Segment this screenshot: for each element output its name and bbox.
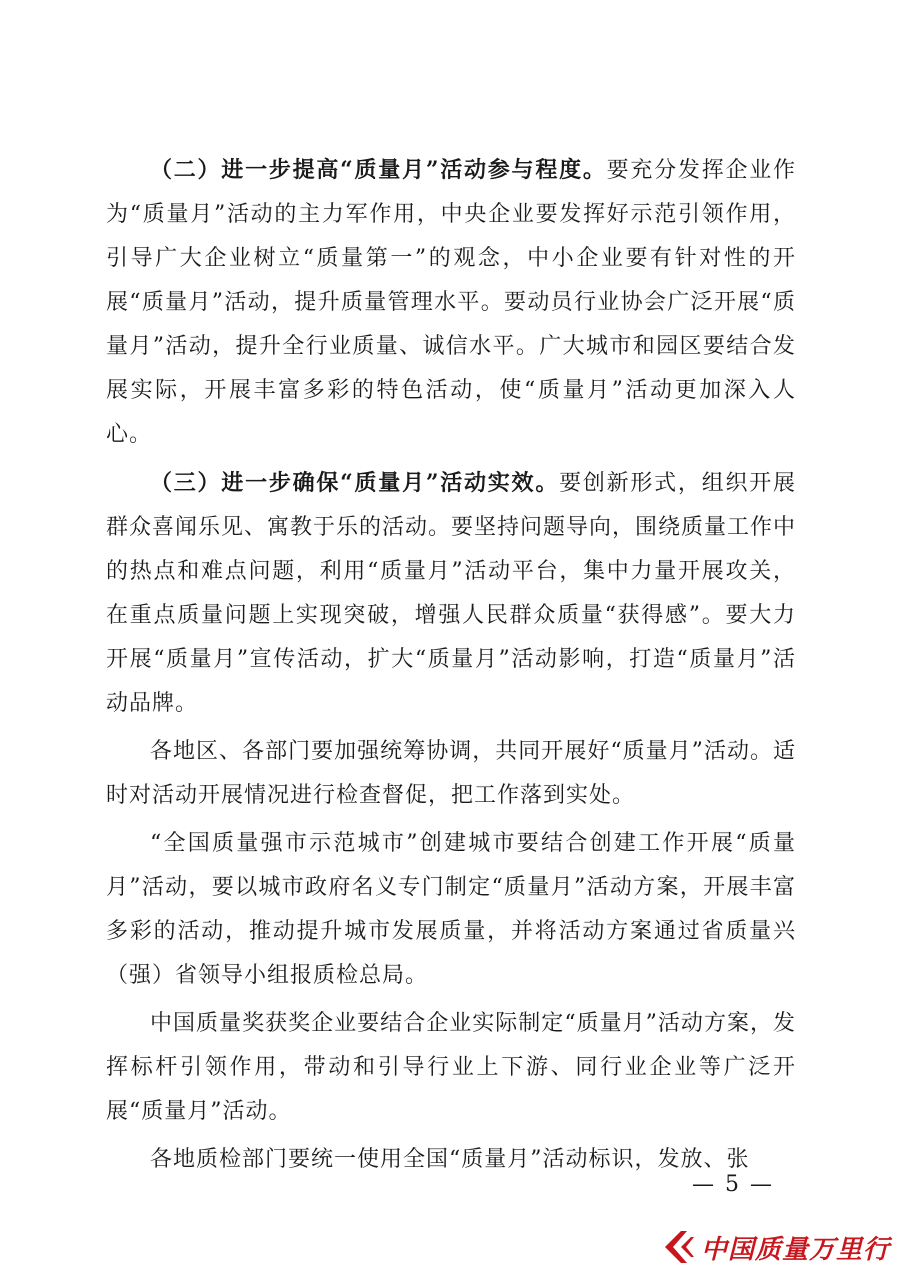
document-body [106,148,796,1182]
brand-logo-icon [659,1227,695,1267]
section-heading-2: （二）进一步提高“质量月”活动参与程度。 [150,157,607,183]
paragraph-text: “全国质量强市示范城市”创建城市要结合创建工作开展“质量月”活动，要以城市政府名义专门制定“质量月”活动方案，开展丰富多彩的活动，推动提升城市发展质量，并将活动方案通过省质量兴（强）省领导小组报质检总局。 [106,831,796,988]
paragraph-demo-cities [106,822,796,998]
paragraph-coordination [106,730,796,818]
paragraph-text: 要充分发挥企业作为“质量月”活动的主力军作用，中央企业要发挥好示范引领作用，引导广大企业树立“质量第一”的观念，中小企业要有针对性的开展“质量月”活动，提升质量管理水平。要动员行业协会广泛开展“质量月”活动，提升全行业质量、诚信水平。广大城市和园区要结合发展实际，开展丰富多彩的特色活动，使“质量月”活动更加深入人心。 [106,158,796,447]
paragraph-2 [106,148,796,457]
watermark [659,1224,890,1270]
paragraph-text: 各地质检部门要统一使用全国“质量月”活动标识，发放、张 [150,1147,750,1172]
paragraph-text: 中国质量奖获奖企业要结合企业实际制定“质量月”活动方案，发挥标杆引领作用，带动和引导行业上下游、同行业企业等广泛开展“质量月”活动。 [106,1011,796,1124]
paragraph-text: 要创新形式，组织开展群众喜闻乐见、寓教于乐的活动。要坚持问题导向，围绕质量工作中的热点和难点问题，利用“质量月”活动平台，集中力量开展攻关，在重点质量问题上实现突破，增强人民群众质量“获得感”。要大力开展“质量月”宣传活动，扩大“质量月”活动影响，打造“质量月”活动品牌。 [106,471,797,716]
section-heading-3: （三）进一步确保“质量月”活动实效。 [150,470,560,496]
watermark-text: 中国质量万里行 [700,1234,890,1265]
paragraph-3 [106,461,796,726]
paragraph-text: 各地区、各部门要加强统筹协调，共同开展好“质量月”活动。适时对活动开展情况进行检查督促，把工作落到实处。 [106,739,796,808]
page-number: — 5 — [692,1172,774,1197]
paragraph-award-enterprises [106,1002,796,1134]
